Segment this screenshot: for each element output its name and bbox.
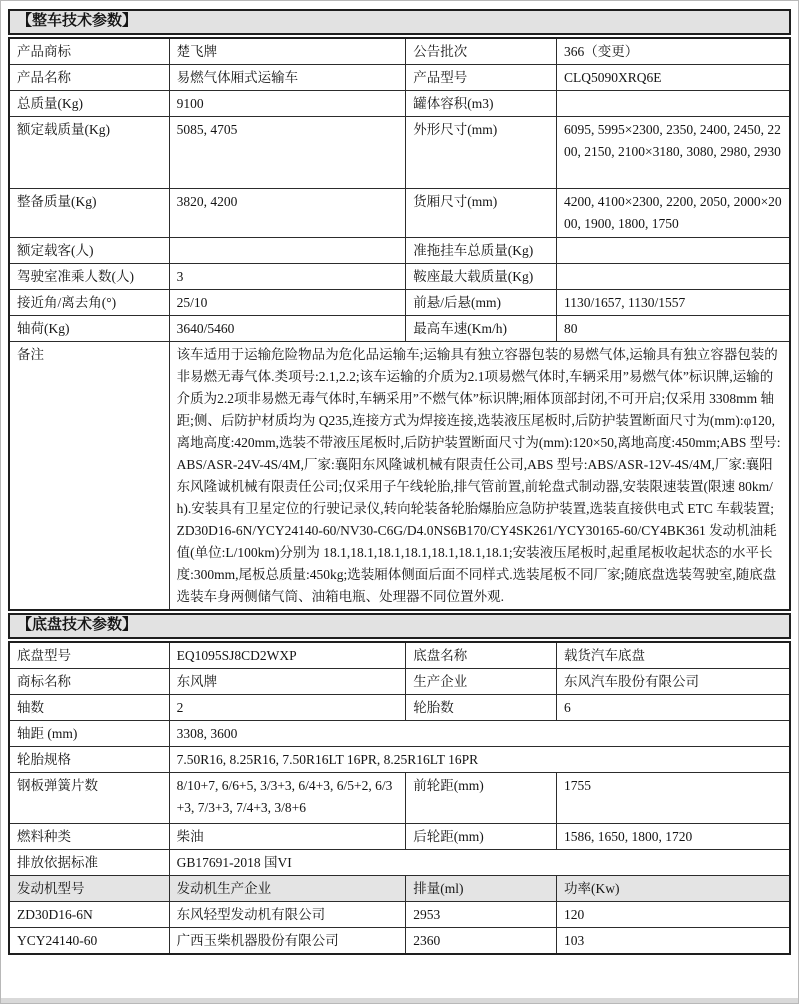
engine-power-value: 120	[556, 902, 790, 928]
front-rear-overhang-label: 前悬/后悬(mm)	[406, 290, 557, 316]
table-row	[9, 747, 790, 773]
table-row	[9, 642, 790, 669]
engine-power-header: 功率(Kw)	[556, 876, 790, 902]
chassis-model-value: EQ1095SJ8CD2WXP	[169, 642, 406, 669]
cab-seating-label: 驾驶室准乘人数(人)	[9, 264, 169, 290]
product-model-value: CLQ5090XRQ6E	[556, 65, 790, 91]
engine-row	[9, 928, 790, 955]
remarks-text: 该车适用于运输危险物品为危化品运输车;运输具有独立容器包装的易燃气体,运输具有独立容器包装的非易燃无毒气体.类项号:2.1,2.2;该车运输的介质为2.1项易燃气体时,车辆采用”易燃气体”标识牌,运输的介质为2.2项非易燃无毒气体时,车辆采用”不燃气体”标识牌;厢体顶部封闭,不可开启;仅采用 3308mm 轴距;侧、后防护材质均为 Q235,连接方式为焊接连接,选装液压尾板时,后防护装置断面尺寸为(mm):φ120,离地高度:420mm,选装不带液压尾板时,后防护装置断面尺寸为(mm):120×50,离地高度:450mm;ABS 型号:ABS/ASR-24V-4S/4M,厂家:襄阳东风隆诚机械有限责任公司,ABS 型号:ABS/ASR-12V-4S/4M,厂家:襄阳东风隆诚机械有限责任公司;仅采用子午线轮胎,排气管前置,前轮盘式制动器,安装限速装置(限速 80km/h).安装具有卫星定位的行驶记录仪,转向轮装备轮胎爆胎应急防护装置,选装直接供电式 ETC 车载装置;ZD30D16-6N/YCY24140-60/NV30-C6G/D4.0NS6B170/CY4SK261/YCY30165-60/CY4BK361 发动机油耗值(单位:L/100km)分别为 18.1,18.1,18.1,18.1,18.1,18.1,18.1;安装液压尾板时,起重尾板收起状态的水平长度:300mm,尾板总质量:450kg;选装厢体侧面后面不同样式.选装尾板不同厂家;随底盘选装驾驶室,随底盘选装车身两侧储气筒、油箱电瓶、处理器不同位置外观.	[169, 342, 790, 611]
chassis-params-table	[8, 641, 791, 955]
cargo-box-dimensions-value: 4200, 4100×2300, 2200, 2050, 2000×2000, 1900, 1800, 1750	[556, 189, 790, 238]
rated-load-label: 额定载质量(Kg)	[9, 117, 169, 189]
engine-manufacturer-value: 东风轻型发动机有限公司	[169, 902, 406, 928]
emission-standard-label: 排放依据标准	[9, 850, 169, 876]
rated-load-value: 5085, 4705	[169, 117, 406, 189]
engine-model-header: 发动机型号	[9, 876, 169, 902]
saddle-max-load-label: 鞍座最大载质量(Kg)	[406, 264, 557, 290]
table-row	[9, 669, 790, 695]
table-row	[9, 264, 790, 290]
table-row	[9, 695, 790, 721]
trademark-name-label: 商标名称	[9, 669, 169, 695]
product-trademark-label: 产品商标	[9, 38, 169, 65]
table-row	[9, 189, 790, 238]
engine-manufacturer-value: 广西玉柴机器股份有限公司	[169, 928, 406, 955]
table-row	[9, 65, 790, 91]
remarks-label: 备注	[9, 342, 169, 611]
front-track-value: 1755	[556, 773, 790, 824]
engine-row	[9, 902, 790, 928]
rear-track-label: 后轮距(mm)	[406, 824, 557, 850]
tire-spec-label: 轮胎规格	[9, 747, 169, 773]
engine-table-header-row	[9, 876, 790, 902]
table-row	[9, 342, 790, 611]
engine-displacement-value: 2360	[406, 928, 557, 955]
product-name-value: 易燃气体厢式运输车	[169, 65, 406, 91]
trailer-gross-mass-label: 准拖挂车总质量(Kg)	[406, 238, 557, 264]
manufacturer-value: 东风汽车股份有限公司	[556, 669, 790, 695]
chassis-name-label: 底盘名称	[406, 642, 557, 669]
cargo-box-dimensions-label: 货厢尺寸(mm)	[406, 189, 557, 238]
rated-passengers-label: 额定载客(人)	[9, 238, 169, 264]
fuel-type-value: 柴油	[169, 824, 406, 850]
gross-mass-value: 9100	[169, 91, 406, 117]
engine-displacement-value: 2953	[406, 902, 557, 928]
saddle-max-load-value	[556, 264, 790, 290]
front-rear-overhang-value: 1130/1657, 1130/1557	[556, 290, 790, 316]
product-trademark-value: 楚飞牌	[169, 38, 406, 65]
emission-standard-value: GB17691-2018 国VI	[169, 850, 790, 876]
announcement-batch-value: 366（变更）	[556, 38, 790, 65]
table-row	[9, 38, 790, 65]
fuel-type-label: 燃料种类	[9, 824, 169, 850]
curb-weight-value: 3820, 4200	[169, 189, 406, 238]
tire-spec-value: 7.50R16, 8.25R16, 7.50R16LT 16PR, 8.25R16LT 16PR	[169, 747, 790, 773]
chassis-model-label: 底盘型号	[9, 642, 169, 669]
tire-count-value: 6	[556, 695, 790, 721]
table-row	[9, 238, 790, 264]
engine-displacement-header: 排量(ml)	[406, 876, 557, 902]
max-speed-value: 80	[556, 316, 790, 342]
chassis-name-value: 载货汽车底盘	[556, 642, 790, 669]
product-model-label: 产品型号	[406, 65, 557, 91]
table-row	[9, 316, 790, 342]
trademark-name-value: 东风牌	[169, 669, 406, 695]
trailer-gross-mass-value	[556, 238, 790, 264]
product-name-label: 产品名称	[9, 65, 169, 91]
engine-model-value: YCY24140-60	[9, 928, 169, 955]
tank-volume-value	[556, 91, 790, 117]
overall-dimensions-label: 外形尺寸(mm)	[406, 117, 557, 189]
table-row	[9, 850, 790, 876]
leaf-spring-label: 钢板弹簧片数	[9, 773, 169, 824]
approach-departure-angle-value: 25/10	[169, 290, 406, 316]
overall-dimensions-value: 6095, 5995×2300, 2350, 2400, 2450, 2200, 2150, 2100×3180, 3080, 2980, 2930	[556, 117, 790, 189]
engine-power-value: 103	[556, 928, 790, 955]
table-row	[9, 773, 790, 824]
axle-count-value: 2	[169, 695, 406, 721]
wheelbase-value: 3308, 3600	[169, 721, 790, 747]
table-row	[9, 290, 790, 316]
engine-manufacturer-header: 发动机生产企业	[169, 876, 406, 902]
curb-weight-label: 整备质量(Kg)	[9, 189, 169, 238]
engine-model-value: ZD30D16-6N	[9, 902, 169, 928]
cab-seating-value: 3	[169, 264, 406, 290]
rear-track-value: 1586, 1650, 1800, 1720	[556, 824, 790, 850]
max-speed-label: 最高车速(Km/h)	[406, 316, 557, 342]
tire-count-label: 轮胎数	[406, 695, 557, 721]
vehicle-section-header: 【整车技术参数】	[8, 9, 791, 35]
approach-departure-angle-label: 接近角/离去角(°)	[9, 290, 169, 316]
announcement-batch-label: 公告批次	[406, 38, 557, 65]
axle-count-label: 轴数	[9, 695, 169, 721]
axle-load-value: 3640/5460	[169, 316, 406, 342]
chassis-section-header: 【底盘技术参数】	[8, 613, 791, 639]
wheelbase-label: 轴距 (mm)	[9, 721, 169, 747]
table-row	[9, 824, 790, 850]
table-row	[9, 721, 790, 747]
leaf-spring-value: 8/10+7, 6/6+5, 3/3+3, 6/4+3, 6/5+2, 6/3+3, 7/3+3, 7/4+3, 3/8+6	[169, 773, 406, 824]
table-row	[9, 91, 790, 117]
gross-mass-label: 总质量(Kg)	[9, 91, 169, 117]
rated-passengers-value	[169, 238, 406, 264]
table-row	[9, 117, 790, 189]
axle-load-label: 轴荷(Kg)	[9, 316, 169, 342]
front-track-label: 前轮距(mm)	[406, 773, 557, 824]
vehicle-params-table	[8, 37, 791, 611]
tank-volume-label: 罐体容积(m3)	[406, 91, 557, 117]
page-bottom-edge	[1, 998, 798, 1003]
manufacturer-label: 生产企业	[406, 669, 557, 695]
